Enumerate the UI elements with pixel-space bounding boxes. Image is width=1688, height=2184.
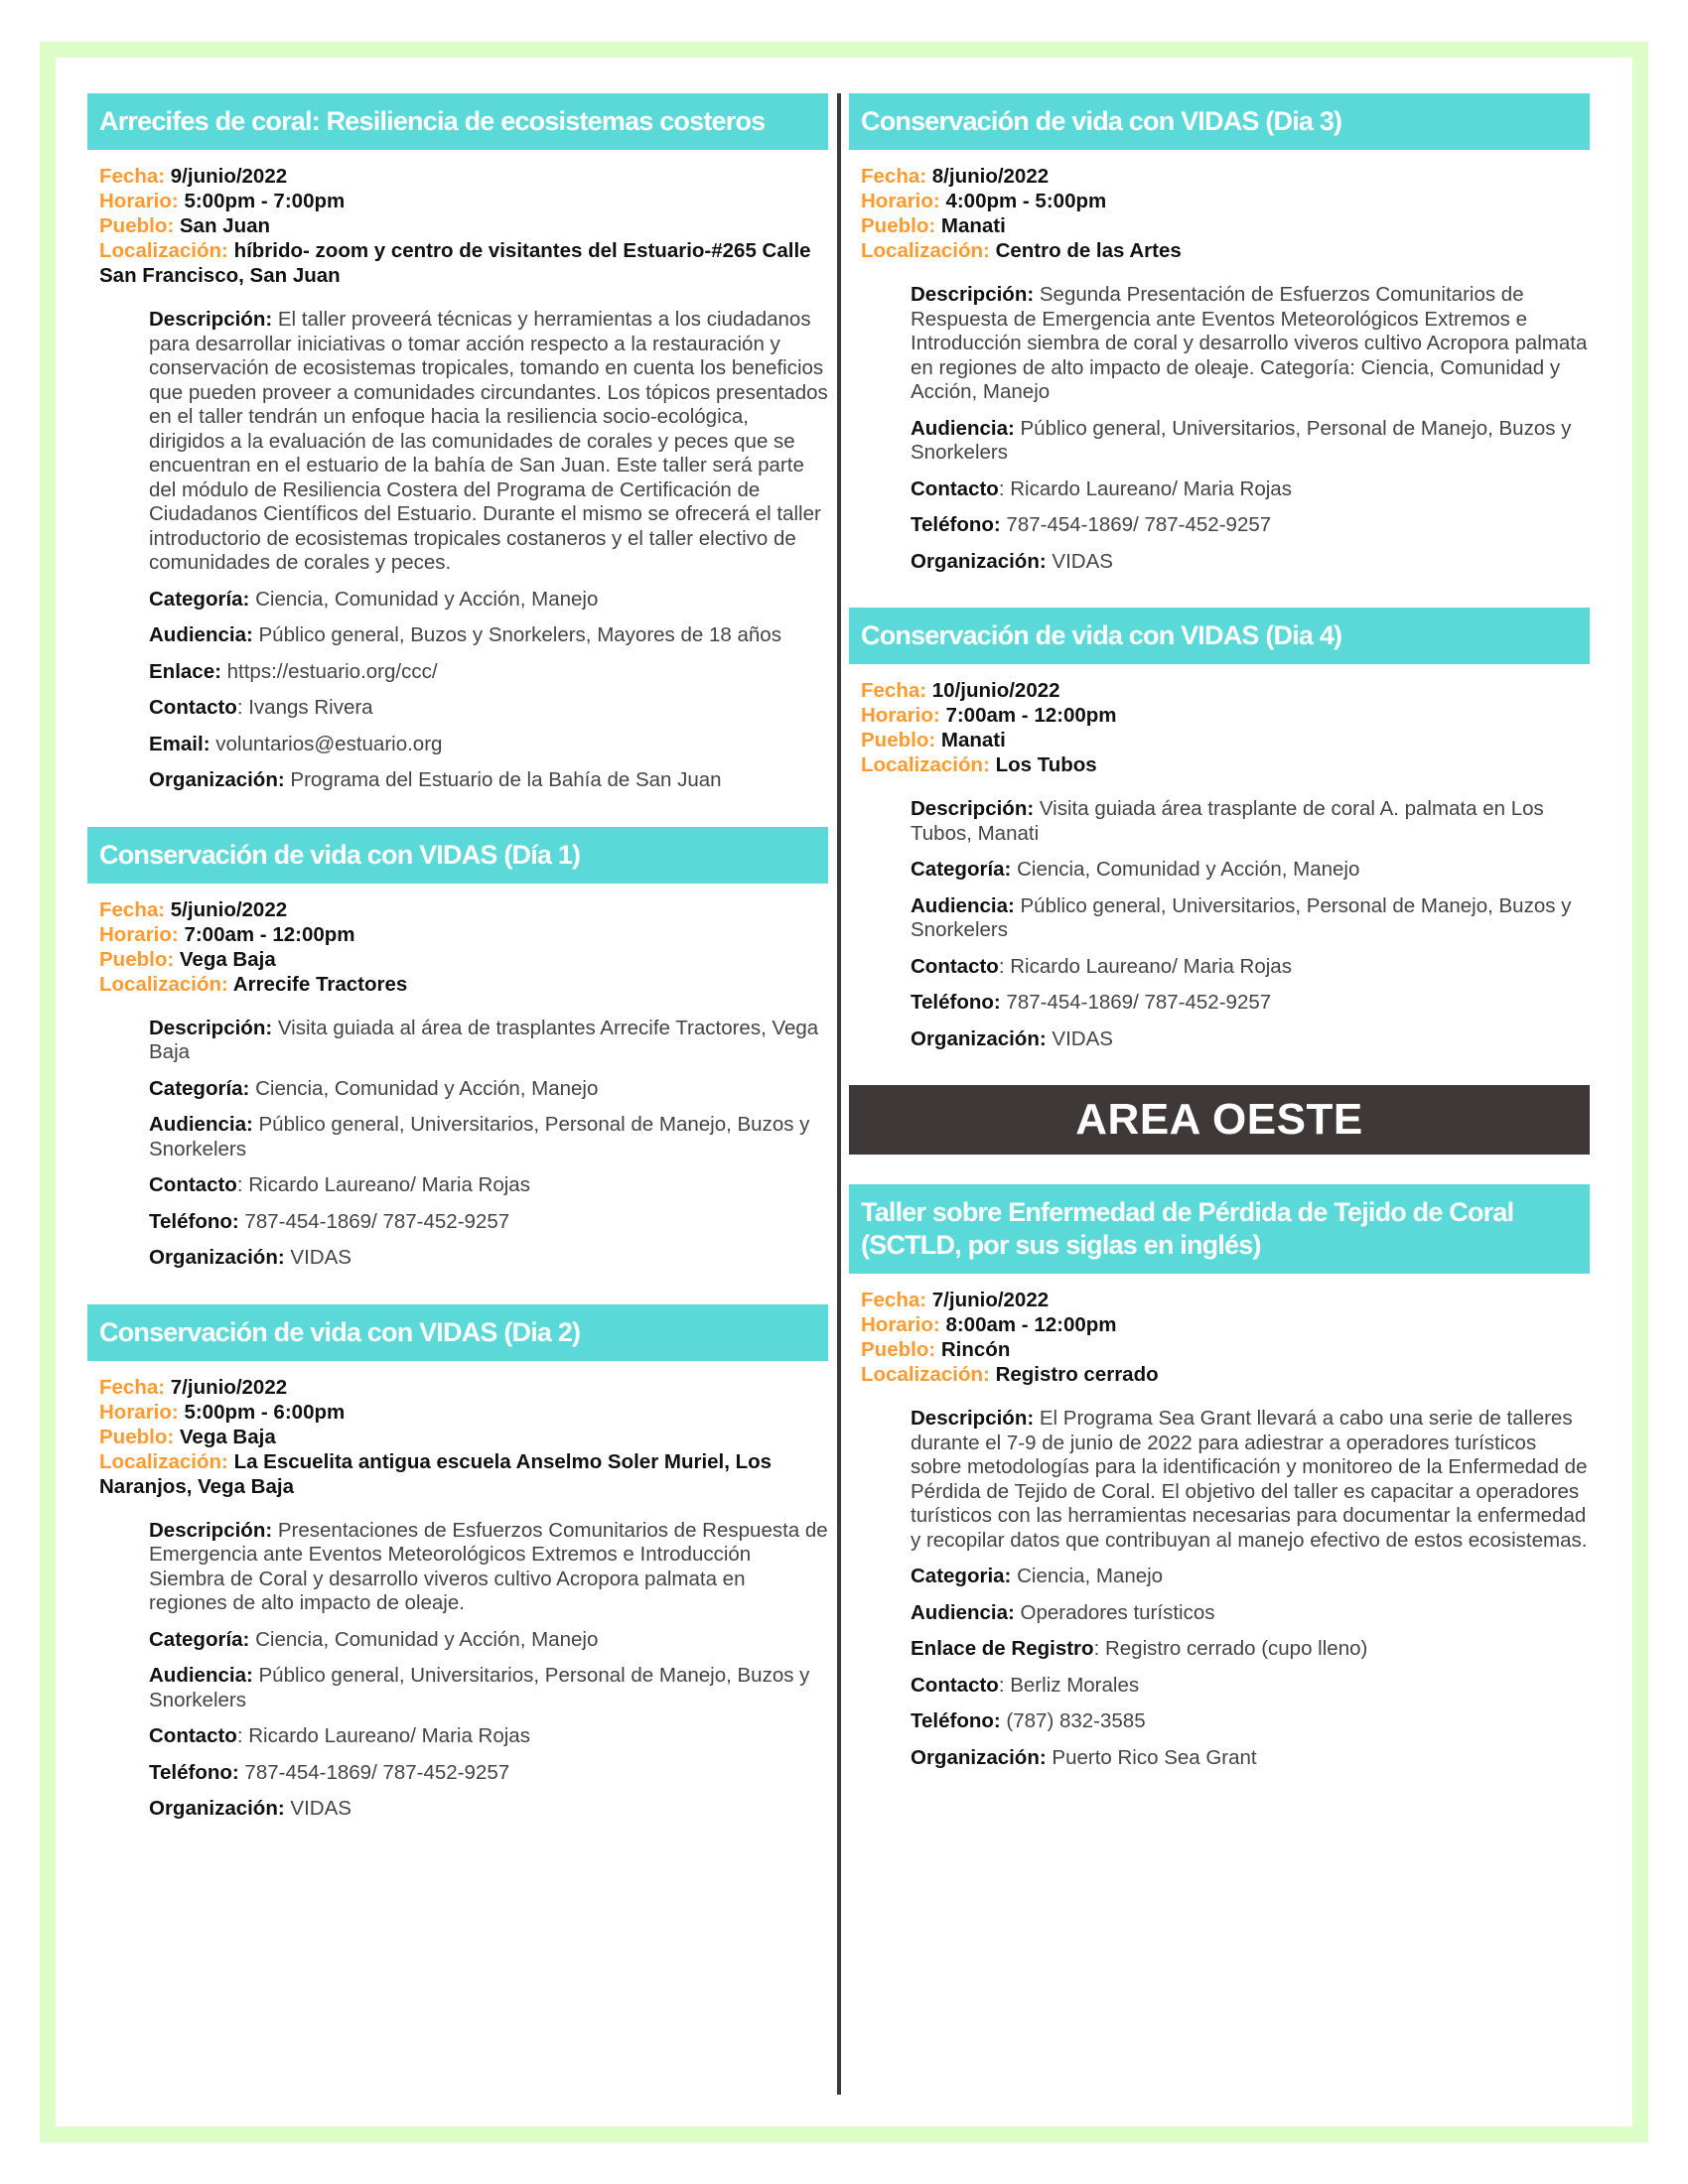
localizacion-line: Localización: Arrecife Tractores [99,972,408,996]
pueblo-line: Pueblo: San Juan [99,214,271,237]
event-vidas-dia-4 [849,608,1590,1051]
contacto: Contacto: Ricardo Laureano/ Maria Rojas [149,1724,530,1747]
pueblo-line: Pueblo: Vega Baja [99,1425,276,1448]
audiencia: Audiencia: Público general, Universitarios, Personal de Manejo, Buzos y Snorkelers [911,416,1572,464]
email-link[interactable]: voluntarios@estuario.org [215,732,443,755]
horario-line: Horario: 4:00pm - 5:00pm [861,190,1107,212]
pueblo-line: Pueblo: Manati [861,729,1006,751]
contacto: Contacto: Ricardo Laureano/ Maria Rojas [911,477,1292,500]
categoria: Categoría: Ciencia, Comunidad y Acción, Manejo [911,858,1360,881]
organizacion: Organización: Puerto Rico Sea Grant [911,1745,1257,1769]
left-column [87,93,828,1855]
organizacion: Organización: VIDAS [911,1026,1113,1050]
event-title: Conservación de vida con VIDAS (Dia 3) [849,93,1590,150]
event-details [849,777,1590,1051]
descripcion: Descripción: Segunda Presentación de Esfuerzos Comunitarios de Respuesta de Emergencia ante Eventos Meteorológicos Extremos e Introducción siembra de coral y desarrollo viveros cultivo Acropora palmata en regiones de alto impacto de oleaje. Categoría: Ciencia, Comunidad y Acción, Manejo [911,283,1588,403]
descripcion: Descripción: El Programa Sea Grant llevará a cabo una serie de talleres durante el 7-9 de junio de 2022 para adiestrar a operadores turísticos sobre metodologías para la identificación y monitoreo de la Enfermedad de Pérdida de Tejido de Coral. El objetivo del taller es capacitar a operadores turísticos con las herramientas necesarias para documentar la enfermedad y recopilar datos que contribuyan al manejo efectivo de estos ecosistemas. [911,1407,1588,1552]
categoria: Categoría: Ciencia, Comunidad y Acción, Manejo [149,1627,599,1651]
enlace: Enlace: https://estuario.org/ccc/ [149,659,438,683]
audiencia: Audiencia: Público general, Universitarios, Personal de Manejo, Buzos y Snorkelers [149,1113,810,1160]
localizacion-line: Localización: Los Tubos [861,753,1097,776]
fecha-line: Fecha: 7/junio/2022 [99,1375,288,1399]
event-title: Conservación de vida con VIDAS (Dia 4) [849,608,1590,664]
localizacion-line: Localización: Registro cerrado [861,1363,1159,1386]
fecha-line: Fecha: 7/junio/2022 [861,1289,1050,1311]
area-oeste-banner: AREA OESTE [849,1085,1590,1155]
localizacion-line: Localización: híbrido- zoom y centro de visitantes del Estuario-#265 Calle San Francisco, San Juan [99,239,811,287]
fecha-line: Fecha: 10/junio/2022 [861,679,1060,702]
descripcion: Descripción: Visita guiada al área de trasplantes Arrecife Tractores, Vega Baja [149,1016,819,1063]
descripcion: Descripción: El taller proveerá técnicas y herramientas a los ciudadanos para desarrollar iniciativas o tomar acción respecto a la restauración y conservación de ecosistemas tropicales, tomando en cuenta los beneficios que pueden proveer a comunidades circundantes. Los tópicos presentados en el taller tendrán un enfoque hacia la resiliencia socio-ecológica, dirigidos a la evaluación de las comunidades de corales y peces que se encuentran en el estuario de la bahía de San Juan. Este taller será parte del módulo de Resiliencia Costera del Programa de Certificación de Ciudadanos Científicos del Estuario. Durante el mismo se ofrecerá el taller introductorio de ecosistemas tropicales costaneros y el taller electivo de comunidades de corales y peces. [149,308,828,574]
event-meta [87,884,828,997]
event-details [849,1387,1590,1770]
categoria: Categoría: Ciencia, Comunidad y Acción, Manejo [149,587,599,611]
localizacion-line: Localización: Centro de las Artes [861,239,1182,262]
event-vidas-dia-1 [87,827,828,1271]
right-column [849,93,1590,1804]
enlace-registro: Enlace de Registro: Registro cerrado (cupo lleno) [911,1637,1368,1660]
audiencia: Audiencia: Público general, Buzos y Snorkelers, Mayores de 18 años [149,623,781,646]
organizacion: Organización: Programa del Estuario de la Bahía de San Juan [149,768,722,791]
telefono: Teléfono: 787-454-1869/ 787-452-9257 [911,991,1272,1014]
contacto: Contacto: Ivangs Rivera [149,696,373,719]
pueblo-line: Pueblo: Vega Baja [99,947,276,971]
horario-line: Horario: 7:00am - 12:00pm [861,704,1117,727]
event-vidas-dia-2 [87,1304,828,1822]
pueblo-line: Pueblo: Rincón [861,1338,1011,1361]
contacto: Contacto: Berliz Morales [911,1673,1140,1697]
fecha-line: Fecha: 8/junio/2022 [861,165,1050,188]
organizacion: Organización: VIDAS [911,549,1113,573]
event-details [87,997,828,1271]
audiencia: Audiencia: Operadores turísticos [911,1600,1215,1624]
categoria: Categoría: Ciencia, Comunidad y Acción, Manejo [149,1076,599,1100]
event-arrecifes [87,93,828,793]
event-title: Conservación de vida con VIDAS (Dia 2) [87,1304,828,1361]
descripcion: Descripción: Visita guiada área trasplante de coral A. palmata en Los Tubos, Manati [911,797,1544,845]
audiencia: Audiencia: Público general, Universitarios, Personal de Manejo, Buzos y Snorkelers [911,893,1572,941]
email: Email: voluntarios@estuario.org [149,732,443,755]
event-meta [849,1274,1590,1387]
event-meta [849,664,1590,777]
telefono: Teléfono: 787-454-1869/ 787-452-9257 [149,1209,510,1233]
categoria: Categoria: Ciencia, Manejo [911,1565,1164,1587]
localizacion-line: Localización: La Escuelita antigua escuela Anselmo Soler Muriel, Los Naranjos, Vega Baja [99,1449,773,1498]
organizacion: Organización: VIDAS [149,1246,352,1269]
event-sctld-taller [849,1184,1590,1770]
enlace-link[interactable]: https://estuario.org/ccc/ [226,659,438,683]
event-meta [87,150,828,288]
event-title: Conservación de vida con VIDAS (Día 1) [87,827,828,884]
column-divider [837,93,841,2095]
event-title: Taller sobre Enfermedad de Pérdida de Tejido de Coral (SCTLD, por sus siglas en inglés) [849,1184,1590,1274]
telefono: Teléfono: 787-454-1869/ 787-452-9257 [149,1760,510,1784]
event-vidas-dia-3 [849,93,1590,574]
contacto: Contacto: Ricardo Laureano/ Maria Rojas [149,1173,530,1196]
horario-line: Horario: 5:00pm - 7:00pm [99,190,346,212]
event-meta [87,1361,828,1499]
telefono: Teléfono: 787-454-1869/ 787-452-9257 [911,513,1272,536]
contacto: Contacto: Ricardo Laureano/ Maria Rojas [911,954,1292,978]
organizacion: Organización: VIDAS [149,1797,352,1820]
event-details [87,288,828,793]
descripcion: Descripción: Presentaciones de Esfuerzos Comunitarios de Respuesta de Emergencia ante Eventos Meteorológicos Extremos e Introducción Siembra de Coral y desarrollo viveros cultivo Acropora palmata en regiones de alto impacto de oleaje. [149,1518,828,1614]
pueblo-line: Pueblo: Manati [861,214,1006,237]
event-details [87,1499,828,1822]
audiencia: Audiencia: Público general, Universitarios, Personal de Manejo, Buzos y Snorkelers [149,1664,810,1711]
event-title: Arrecifes de coral: Resiliencia de ecosistemas costeros [87,93,828,150]
telefono: Teléfono: (787) 832-3585 [911,1709,1146,1732]
fecha-line: Fecha: 5/junio/2022 [99,897,288,921]
horario-line: Horario: 7:00am - 12:00pm [99,922,355,946]
event-meta [849,150,1590,263]
event-details [849,263,1590,574]
horario-line: Horario: 5:00pm - 6:00pm [99,1400,346,1424]
fecha-line: Fecha: 9/junio/2022 [99,165,288,188]
horario-line: Horario: 8:00am - 12:00pm [861,1313,1117,1336]
